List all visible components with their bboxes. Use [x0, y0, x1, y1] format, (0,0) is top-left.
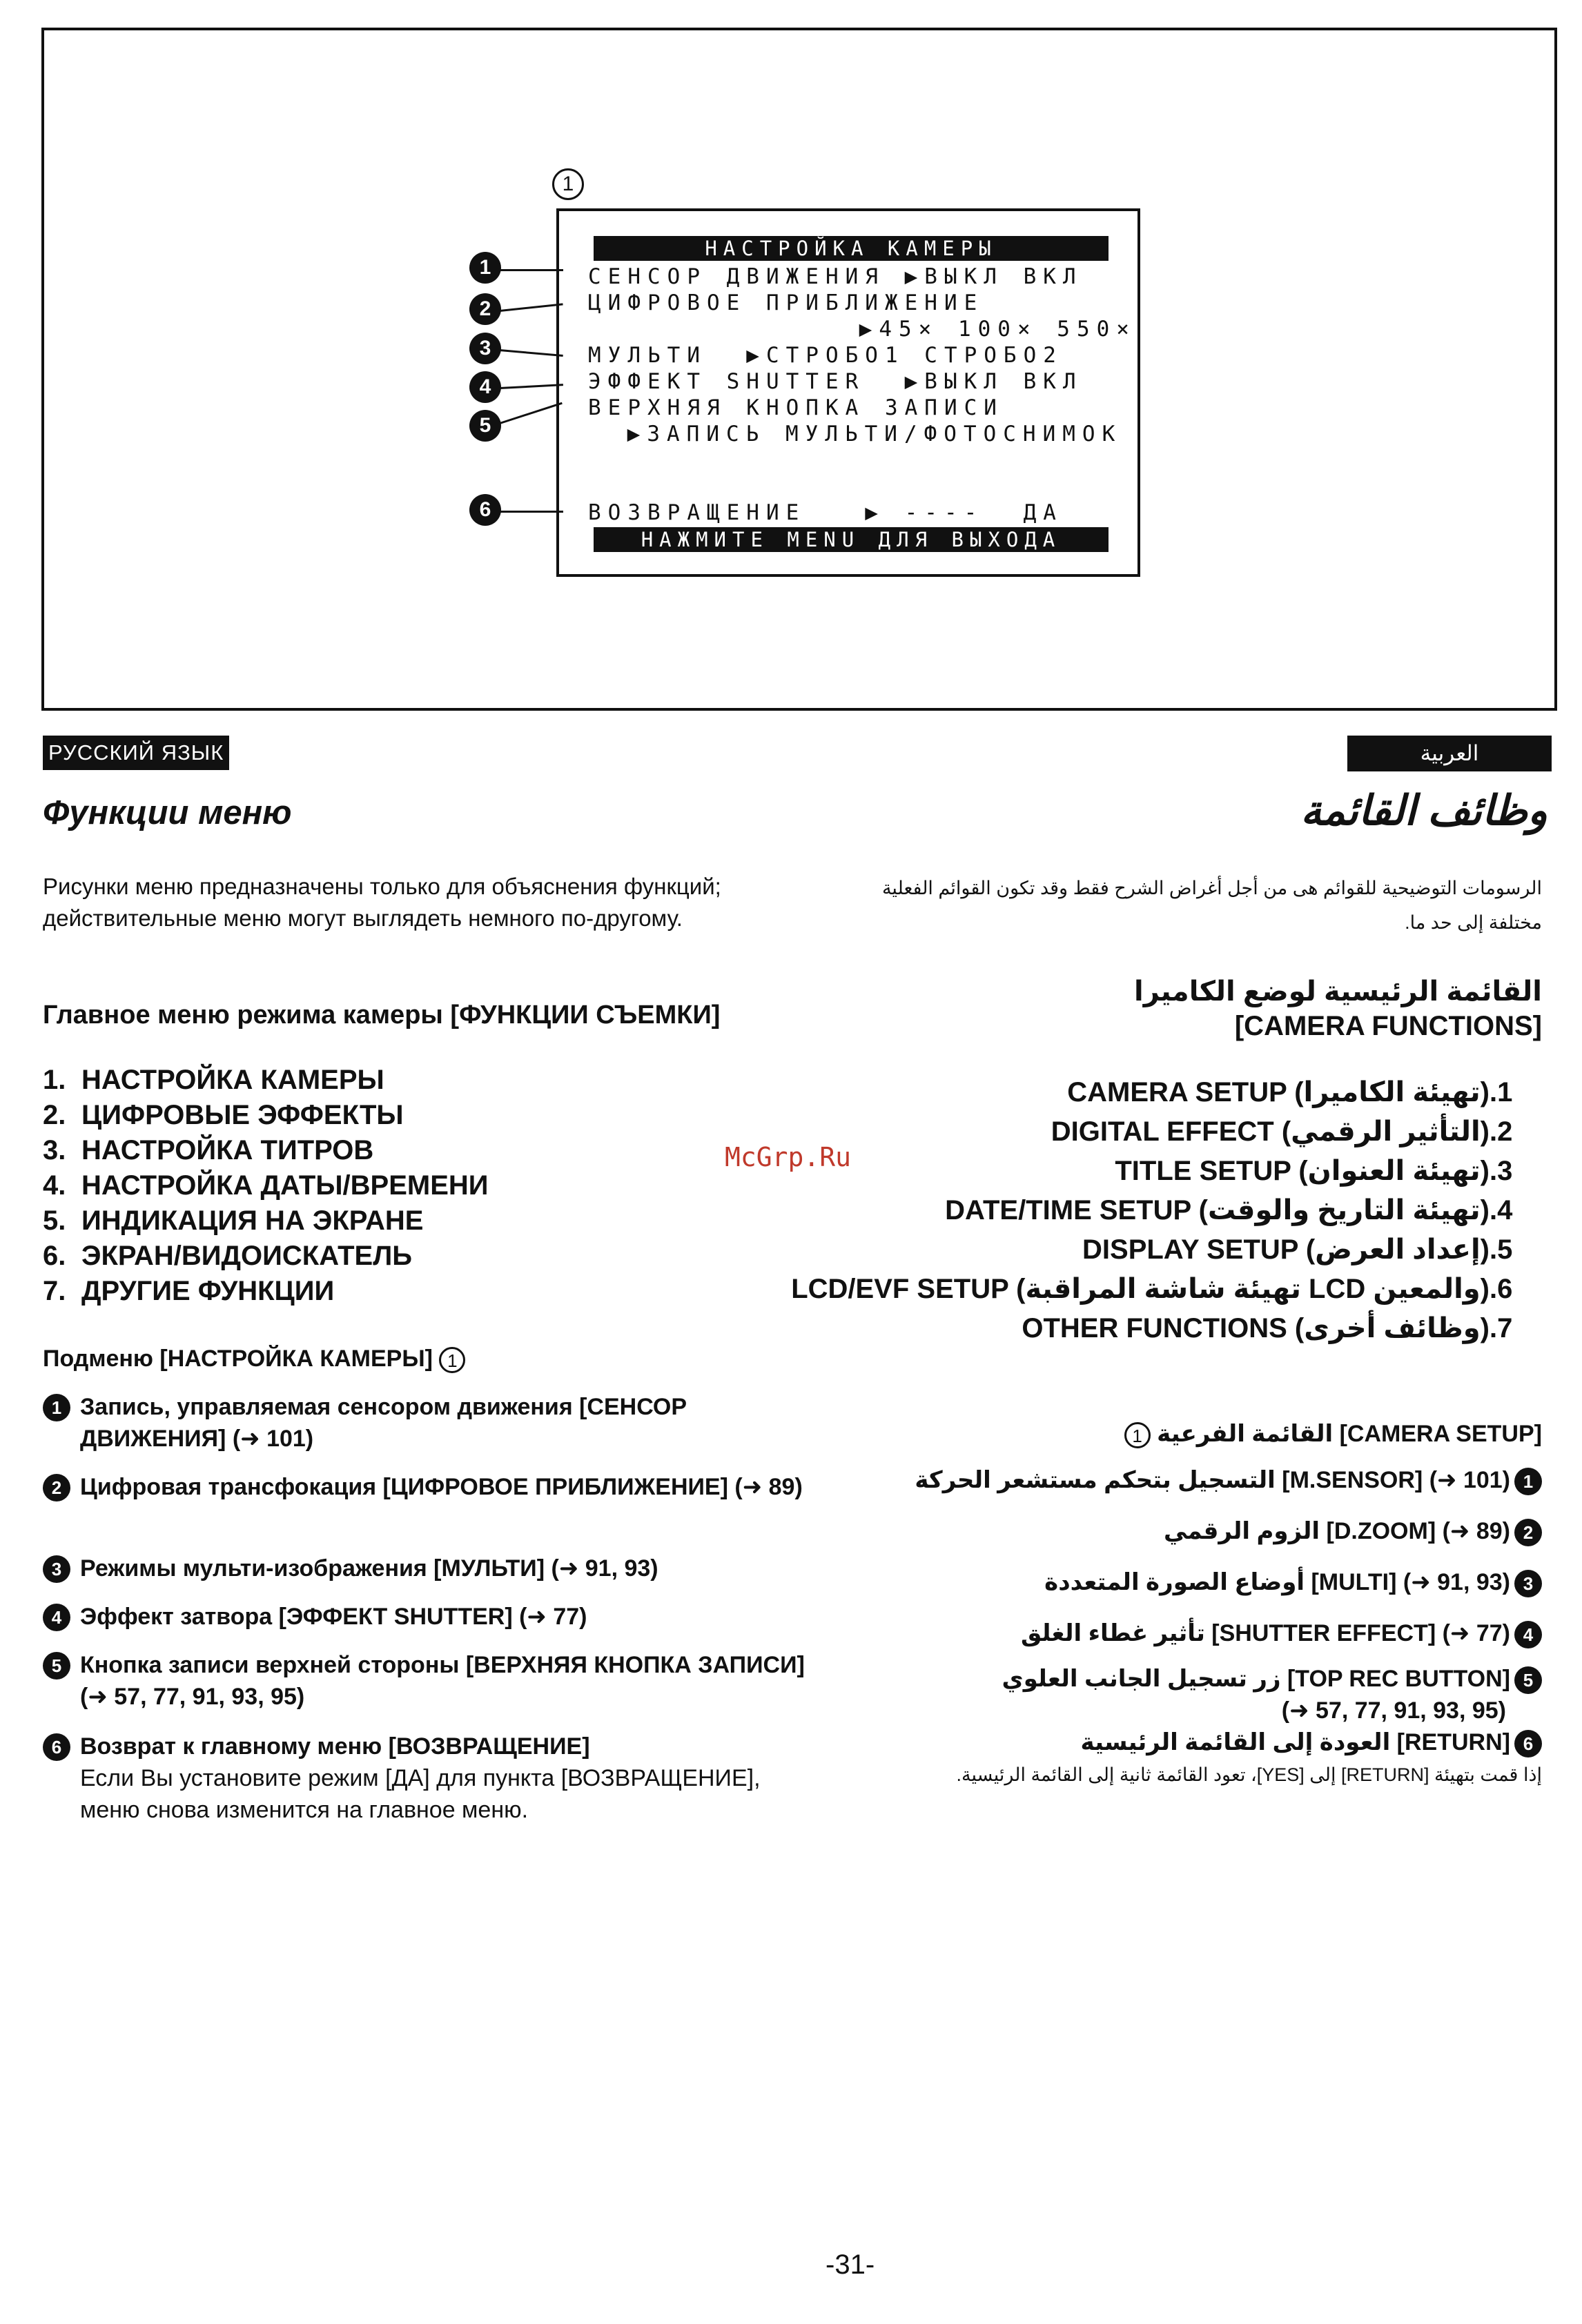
list-item: CAMERA SETUP (تهيئة الكاميرا).1	[1067, 1077, 1513, 1107]
submenu-ref-circle: 1	[1124, 1422, 1151, 1448]
submenu-item-arabic-4: تأثير غطاء الغلق [SHUTTER EFFECT] (➜ 77) 4	[1021, 1617, 1542, 1649]
osd-header: НАСТРОЙКА КАМЕРЫ	[594, 236, 1109, 261]
main-menu-list-arabic	[791, 1073, 1542, 1348]
item-badge: 6	[1514, 1730, 1542, 1757]
list-item: 1. НАСТРОЙКА КАМЕРЫ	[43, 1065, 384, 1095]
item-badge: 3	[43, 1555, 70, 1583]
item-badge: 5	[1514, 1666, 1542, 1694]
submenu-item-arabic-2: الزوم الرقمي [D.ZOOM] (➜ 89) 2	[1164, 1515, 1542, 1547]
page-title-russian: Функции меню	[43, 794, 292, 831]
submenu-ref-circle: 1	[439, 1347, 465, 1373]
submenu-item-arabic-1: التسجيل بتحكم مستشعر الحركة [M.SENSOR] (➜ 101) 1	[915, 1464, 1542, 1496]
osd-footer: НАЖМИТЕ MENU ДЛЯ ВЫХОДА	[594, 527, 1109, 552]
submenu-item-russian-3: 3 Режимы мульти-изображения [МУЛЬТИ] (➜ 91, 93)	[43, 1553, 816, 1584]
return-note-arabic: إذا قمت بتهيئة [RETURN] إلى [YES]، تعود القائمة ثانية إلى القائمة الرئيسية.	[956, 1764, 1542, 1785]
main-menu-list-russian	[43, 1063, 489, 1309]
item-badge: 1	[43, 1394, 70, 1421]
figure-badge-3: 3	[469, 333, 501, 364]
submenu-item-russian-1: 1 Запись, управляемая сенсором движения [СЕНСОР ДВИЖЕНИЯ] (➜ 101)	[43, 1391, 816, 1455]
submenu-item-arabic-3: أوضاع الصورة المتعددة [MULTI] (➜ 91, 93) 3	[1044, 1566, 1542, 1598]
language-label-arabic: العربية	[1347, 736, 1552, 771]
item-badge: 6	[43, 1733, 70, 1761]
item-badge: 5	[43, 1652, 70, 1680]
main-menu-heading-russian: Главное меню режима камеры [ФУНКЦИИ СЪЕМКИ]	[43, 1001, 721, 1030]
list-item: 6. ЭКРАН/ВИДОИСКАТЕЛЬ	[43, 1241, 413, 1271]
figure-callout: 1	[552, 168, 584, 200]
list-item: TITLE SETUP (تهيئة العنوان).3	[1115, 1156, 1513, 1186]
figure-badge-5: 5	[469, 410, 501, 442]
list-item: DIGITAL EFFECT (التأثير الرقمي).2	[1051, 1116, 1513, 1147]
submenu-heading-arabic: 1 القائمة الفرعية [CAMERA SETUP]	[1124, 1420, 1542, 1448]
page-number: -31-	[826, 2249, 875, 2280]
list-item: LCD/EVF SETUP (تهيئة شاشة المراقبة LCD والمعين).6	[791, 1274, 1513, 1304]
watermark: McGrp.Ru	[725, 1142, 852, 1172]
osd-line-3: ▶45× 100× 550×	[780, 317, 1136, 342]
intro-text-russian: Рисунки меню предназначены только для объяснения функций; действительные меню могут выглядеть немного по-другому.	[43, 874, 721, 931]
osd-line-8: ВОЗВРАЩЕНИЕ ▶ ---- ДА	[588, 500, 1063, 525]
language-label-russian: РУССКИЙ ЯЗЫК	[43, 736, 229, 770]
item-badge: 4	[1514, 1621, 1542, 1648]
osd-line-4: МУЛЬТИ ▶СТРОБО1 СТРОБО2	[588, 343, 1063, 368]
submenu-heading-russian: Подменю [НАСТРОЙКА КАМЕРЫ] 1	[43, 1346, 465, 1373]
menu-screen	[556, 208, 1140, 577]
figure-badge-6: 6	[469, 494, 501, 526]
list-item: OTHER FUNCTIONS (وظائف أخرى).7	[1022, 1313, 1513, 1343]
main-menu-heading-arabic: القائمة الرئيسية لوضع الكاميرا [CAMERA FUNCTIONS]	[1134, 976, 1542, 1041]
figure-badge-4: 4	[469, 371, 501, 403]
submenu-item-russian-4: 4 Эффект затвора [ЭФФЕКТ SHUTTER] (➜ 77)	[43, 1601, 816, 1633]
figure-badge-2: 2	[469, 293, 501, 325]
submenu-item-arabic-5: زر تسجيل الجانب العلوي [TOP REC BUTTON] 5 (➜ 57, 77, 91, 93, 95)	[1002, 1663, 1542, 1726]
osd-line-6: ВЕРХНЯЯ КНОПКА ЗАПИСИ	[588, 395, 1004, 420]
item-badge: 4	[43, 1604, 70, 1631]
list-item: 2. ЦИФРОВЫЕ ЭФФЕКТЫ	[43, 1100, 404, 1130]
list-item: 7. ДРУГИЕ ФУНКЦИИ	[43, 1276, 335, 1306]
leader-line-1	[500, 269, 563, 271]
osd-line-1: СЕНСОР ДВИЖЕНИЯ ▶ВЫКЛ ВКЛ	[588, 264, 1083, 289]
osd-line-2: ЦИФРОВОЕ ПРИБЛИЖЕНИЕ	[588, 290, 984, 315]
submenu-item-russian-6: 6 Возврат к главному меню [ВОЗВРАЩЕНИЕ] Если Вы установите режим [ДА] для пункта [ВОЗВРАЩЕНИЕ], меню снова изменится на главное меню.	[43, 1731, 816, 1826]
osd-line-7: ▶ЗАПИСЬ МУЛЬТИ/ФОТОСНИМОК	[607, 422, 1122, 446]
osd-line-5: ЭФФЕКТ SHUTTER ▶ВЫКЛ ВКЛ	[588, 369, 1083, 394]
page-title-arabic: وظائف القائمة	[1300, 787, 1547, 834]
list-item: 3. НАСТРОЙКА ТИТРОВ	[43, 1135, 374, 1165]
list-item: 5. ИНДИКАЦИЯ НА ЭКРАНЕ	[43, 1205, 424, 1236]
item-badge: 1	[1514, 1468, 1542, 1495]
submenu-item-russian-2: 2 Цифровая трансфокация [ЦИФРОВОЕ ПРИБЛИЖЕНИЕ] (➜ 89)	[43, 1471, 816, 1503]
item-badge: 2	[1514, 1519, 1542, 1546]
figure-badge-1: 1	[469, 252, 501, 284]
list-item: DATE/TIME SETUP (تهيئة التاريخ والوقت).4	[945, 1195, 1513, 1225]
submenu-item-arabic-6: العودة إلى القائمة الرئيسية [RETURN] 6	[1080, 1726, 1542, 1758]
list-item: 4. НАСТРОЙКА ДАТЫ/ВРЕМЕНИ	[43, 1170, 489, 1201]
leader-line-6	[500, 511, 563, 513]
submenu-item-russian-5: 5 Кнопка записи верхней стороны [ВЕРХНЯЯ КНОПКА ЗАПИСИ] (➜ 57, 77, 91, 93, 95)	[43, 1649, 816, 1713]
item-badge: 3	[1514, 1570, 1542, 1597]
list-item: DISPLAY SETUP (إعداد العرض).5	[1082, 1234, 1513, 1265]
item-badge: 2	[43, 1474, 70, 1501]
intro-text-arabic: الرسومات التوضيحية للقوائم هى من أجل أغراض الشرح فقط وقد تكون القوائم الفعلية مختلفة إلى حد ما.	[881, 878, 1542, 933]
